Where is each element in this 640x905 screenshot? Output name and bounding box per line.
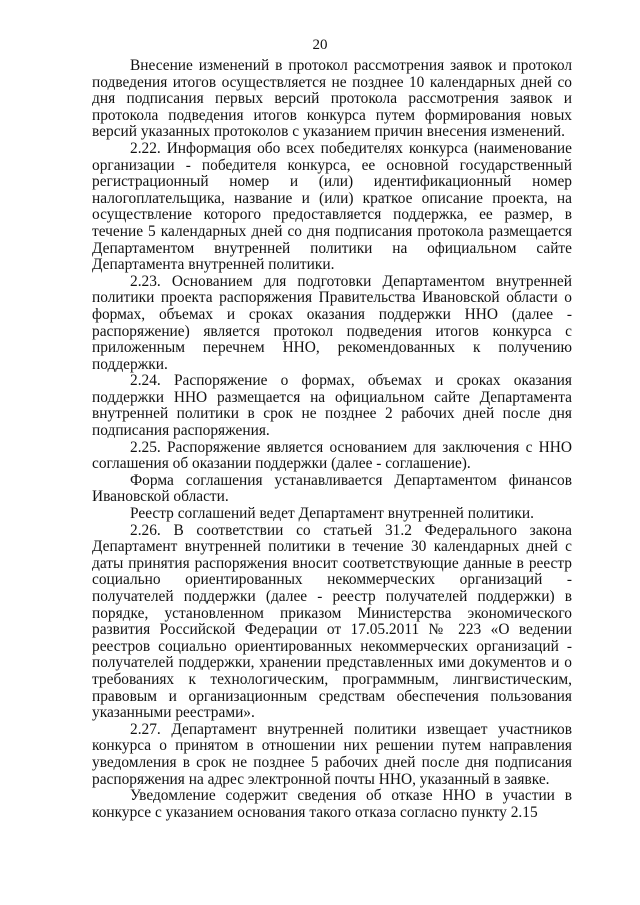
paragraph-notification: Уведомление содержит сведения об отказе ННО в участии в конкурсе с указанием основания такого отказа согласно пункту 2.15 — [92, 787, 572, 821]
document-body — [92, 58, 572, 821]
paragraph-2-27: 2.27. Департамент внутренней политики извещает участников конкурса о принятом в отношении них решении путем направления уведомления в срок не позднее 5 рабочих дней после дня подписания распоряжения на адрес электронной почты ННО, указанный в заявке. — [92, 720, 572, 788]
page-number: 20 — [312, 37, 328, 53]
paragraph-2-23: 2.23. Основанием для подготовки Департаментом внутренней политики проекта распоряжения Правительства Ивановской области о формах, объемах и сроках оказания поддержки ННО (далее - распоряжение) является протокол подведения итогов конкурса с приложенным перечнем ННО, рекомендованных к получению поддержки. — [92, 272, 572, 373]
paragraph-2-25: 2.25. Распоряжение является основанием для заключения с ННО соглашения об оказании поддержки (далее - соглашение). — [92, 438, 572, 473]
paragraph-agreement-registry: Реестр соглашений ведет Департамент внутренней политики. — [130, 505, 534, 523]
paragraph-protocol-changes: Внесение изменений в протокол рассмотрения заявок и протокол подведения итогов осуществляется не позднее 10 календарных дней со дня подписания первых версий протокола рассмотрения заявок и протокола подведения итогов конкурса путем формирования новых версий указанных протоколов с указанием причин внесения изменений. — [92, 57, 572, 141]
paragraph-2-24: 2.24. Распоряжение о формах, объемах и сроках оказания поддержки ННО размещается на официальном сайте Департамента внутренней политики в срок не позднее 2 рабочих дней после дня подписания распоряжения. — [92, 372, 572, 440]
paragraph-agreement-form: Форма соглашения устанавливается Департаментом финансов Ивановской области. — [92, 471, 572, 506]
paragraph-2-22: 2.22. Информация обо всех победителях конкурса (наименование организации - победителя конкурса, ее основной государственный регистрационный номер и (или) идентификационный номер налогоплательщика, название и (или) краткое описание проекта, на осуществление которого предоставляется поддержка, ее размер, в течение 5 календарных дней со дня подписания протокола размещается Департаментом внутренней политики на официальном сайте Департамента внутренней политики. — [92, 139, 572, 274]
paragraph-2-26: 2.26. В соответствии со статьей 31.2 Федерального закона Департамент внутренней политики в течение 30 календарных дней с даты принятия распоряжения вносит соответствующие данные в реестр социально ориентированных некоммерческих организаций - получателей поддержки (далее - реестр получателей поддержки) в порядке, установленном приказом Министерства экономического развития Российской Федерации от 17.05.2011 № 223 «О ведении реестров социально ориентированных некоммерческих организаций - получателей поддержки, хранении представленных ими документов и о требованиях к технологическим, программным, лингвистическим, правовым и организационным средствам обеспечения пользования указанными реестрами». — [92, 521, 572, 722]
